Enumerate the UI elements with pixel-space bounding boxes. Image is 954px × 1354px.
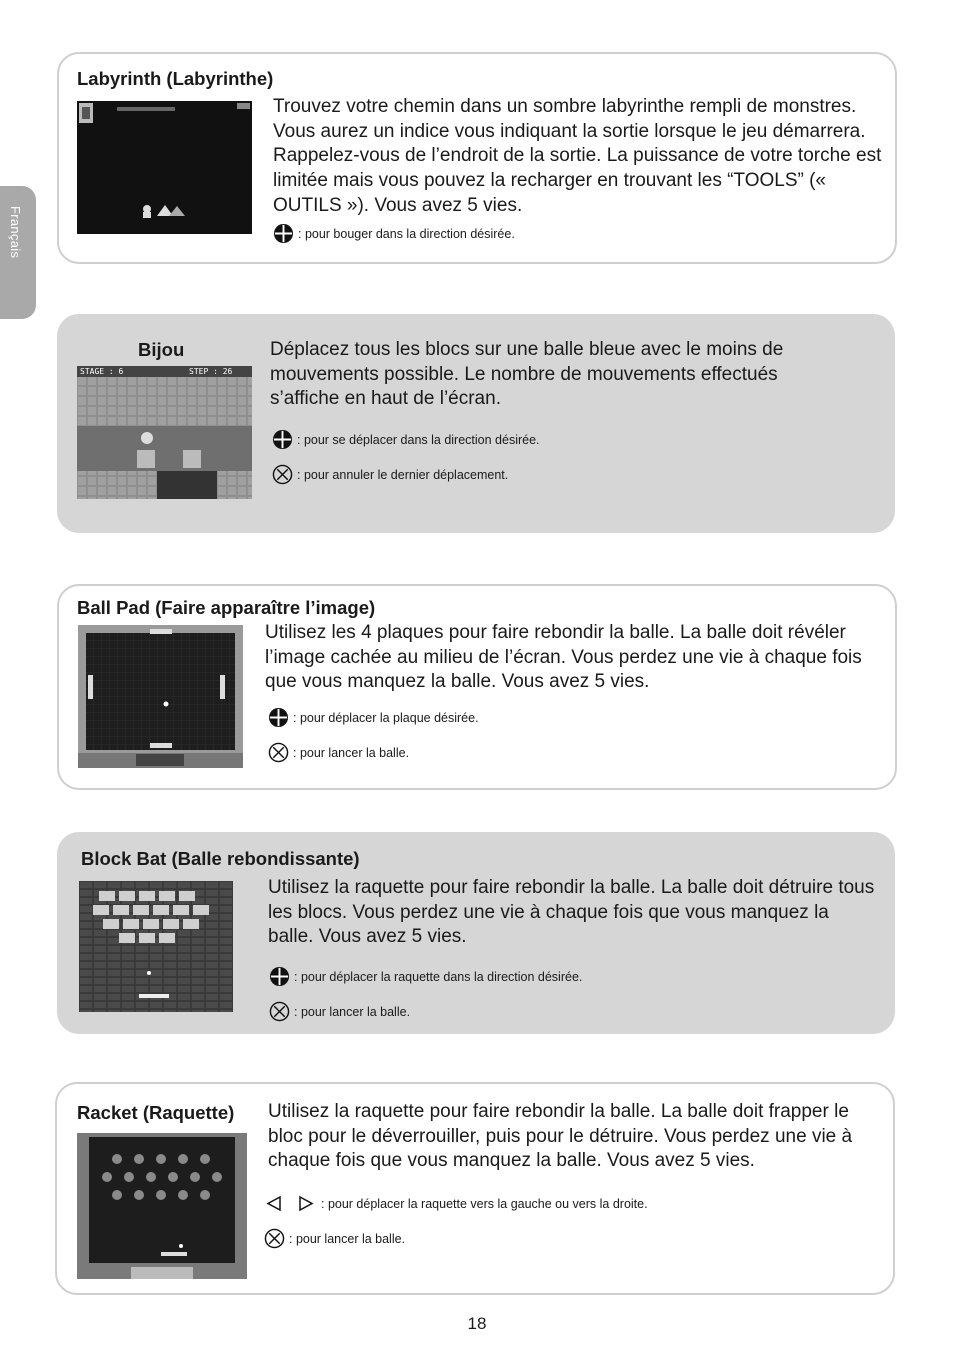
labyrinth-control-move <box>273 223 515 244</box>
racket-title: Racket (Raquette) <box>77 1102 235 1123</box>
ball-pad-title: Ball Pad (Faire apparaître l’image) <box>77 597 376 618</box>
block-bat-description: Utilisez la raquette pour faire rebondir la balle. La balle doit détruire tous les blocs. Vous perdez une vie à chaque fois que vous manquez la balle. Vous avez 5 vies. <box>268 877 875 948</box>
block-bat-control-move <box>269 966 582 987</box>
x-button-icon <box>272 464 293 485</box>
x-button-icon <box>269 1001 290 1022</box>
control-text: : pour déplacer la raquette vers la gauche ou vers la droite. <box>321 1196 648 1211</box>
page-number: 18 <box>467 1314 487 1333</box>
block-bat-control-launch <box>269 1001 410 1022</box>
labyrinth-description: Trouvez votre chemin dans un sombre labyrinthe rempli de monstres. Vous aurez un indice vous indiquant la sortie lorsque le jeu démarrera. Rappelez-vous de l’endroit de la sortie. La puissance de votre torche est limitée mais vous pouvez la recharger en trouvant les “TOOLS” (« OUTILS »). Vous avez 5 vies. <box>273 96 882 216</box>
labyrinth-screenshot <box>77 101 252 234</box>
bijou-description: Déplacez tous les blocs sur une balle bleue avec le moins de mouvements possible. Le nombre de mouvements effectués s’affiche en haut de l’écran. <box>270 339 784 410</box>
labyrinth-title: Labyrinth (Labyrinthe) <box>77 68 274 89</box>
bijou-stage-label: STAGE : 6 <box>80 367 124 376</box>
control-text: : pour lancer la balle. <box>289 1231 406 1246</box>
racket-control-launch <box>264 1228 405 1249</box>
block-bat-screenshot <box>79 881 233 1012</box>
racket-screenshot <box>77 1133 247 1279</box>
block-bat-title: Block Bat (Balle rebondissante) <box>81 848 360 869</box>
left-right-arrows-icon <box>265 1193 317 1214</box>
dpad-icon <box>269 966 290 987</box>
language-label: Français <box>8 206 23 259</box>
ball-pad-control-move <box>268 707 479 728</box>
control-text: : pour annuler le dernier déplacement. <box>297 467 509 482</box>
control-text: : pour déplacer la raquette dans la direction désirée. <box>294 969 583 984</box>
ball-pad-screenshot <box>78 625 243 768</box>
dpad-icon <box>272 429 293 450</box>
control-text: : pour lancer la balle. <box>294 1004 411 1019</box>
bijou-control-move <box>272 429 540 450</box>
dpad-icon <box>273 223 294 244</box>
control-text: : pour se déplacer dans la direction désirée. <box>297 432 540 447</box>
bijou-step-label: STEP : 26 <box>189 367 233 376</box>
bijou-title: Bijou <box>138 339 185 360</box>
racket-description: Utilisez la raquette pour faire rebondir la balle. La balle doit frapper le bloc pour le déverrouiller, puis pour le détruire. Vous perdez une vie à chaque fois que vous manquez la balle. Vous avez 5 vies. <box>268 1101 853 1172</box>
dpad-icon <box>268 707 289 728</box>
ball-pad-control-launch <box>268 742 409 763</box>
x-button-icon <box>264 1228 285 1249</box>
control-text: : pour déplacer la plaque désirée. <box>293 710 479 725</box>
bijou-screenshot <box>77 366 252 499</box>
ball-pad-description: Utilisez les 4 plaques pour faire rebondir la balle. La balle doit révéler l’image cachée au milieu de l’écran. Vous perdez une vie à chaque fois que vous manquez la balle. Vous avez 5 vies. <box>265 622 862 693</box>
x-button-icon <box>268 742 289 763</box>
bijou-control-undo <box>272 464 508 485</box>
control-text: : pour lancer la balle. <box>293 745 410 760</box>
racket-control-move <box>265 1193 648 1214</box>
control-text: : pour bouger dans la direction désirée. <box>298 226 515 241</box>
language-side-tab <box>0 186 36 319</box>
